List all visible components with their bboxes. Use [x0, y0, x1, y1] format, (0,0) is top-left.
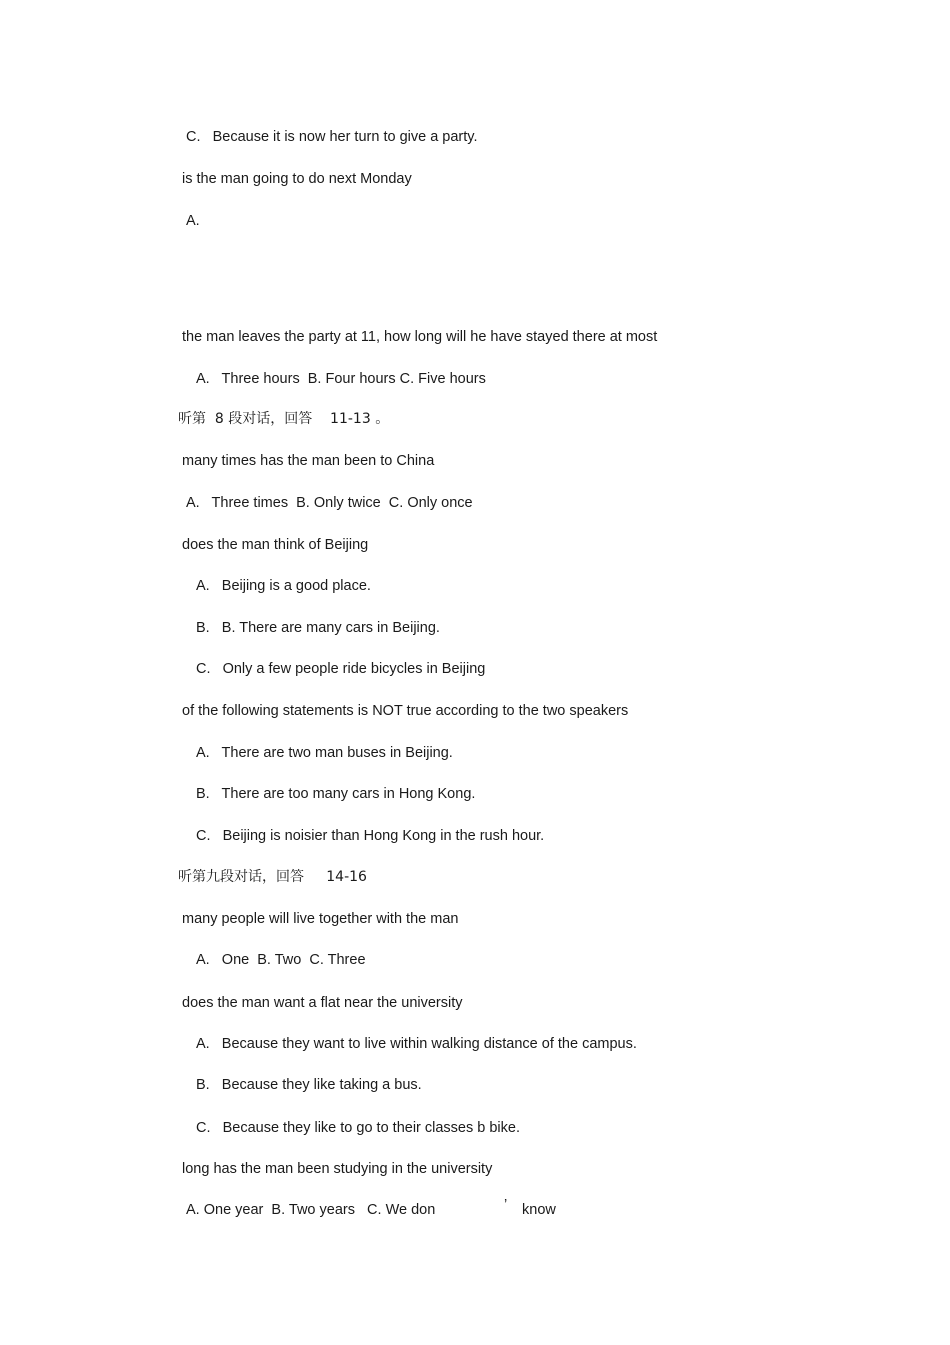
q-option-c: C. Because they like to go to their classes b bike. [196, 1120, 520, 1136]
question-text: many people will live together with the man [182, 911, 459, 927]
q-option-b: B. Because they like taking a bus. [196, 1077, 422, 1093]
question-text: the man leaves the party at 11, how long will he have stayed there at most [182, 329, 658, 345]
q-option-b: B. B. There are many cars in Beijing. [196, 620, 440, 636]
question-text: many times has the man been to China [182, 453, 435, 469]
section-heading: 听第 8 段对话，回答 11-13 。 [178, 411, 390, 427]
options-line: A. Three times B. Only twice C. Only once [186, 495, 473, 511]
question-text: does the man want a flat near the university [182, 995, 463, 1011]
q-option-a: A. [186, 213, 200, 229]
q-option-c: C. Only a few people ride bicycles in Beijing [196, 661, 486, 677]
q-option-a: A. There are two man buses in Beijing. [196, 745, 453, 761]
question-text: is the man going to do next Monday [182, 171, 412, 187]
q-option-c: C. Because it is now her turn to give a party. [186, 129, 478, 145]
q-option-a: A. Beijing is a good place. [196, 578, 371, 594]
apostrophe-mark: ’ [504, 1197, 508, 1213]
options-line: A. Three hours B. Four hours C. Five hours [196, 371, 486, 387]
q-option-b: B. There are too many cars in Hong Kong. [196, 786, 476, 802]
question-text: does the man think of Beijing [182, 537, 369, 553]
options-line: A. One B. Two C. Three [196, 952, 366, 968]
options-line: A. One year B. Two years C. We don [186, 1202, 436, 1218]
q-option-c: C. Beijing is noisier than Hong Kong in the rush hour. [196, 828, 545, 844]
options-line-end: know [522, 1202, 556, 1218]
q-option-a: A. Because they want to live within walking distance of the campus. [196, 1036, 637, 1052]
question-text: long has the man been studying in the university [182, 1161, 493, 1177]
section-heading: 听第九段对话，回答 14-16 [178, 869, 367, 885]
question-text: of the following statements is NOT true according to the two speakers [182, 703, 629, 719]
